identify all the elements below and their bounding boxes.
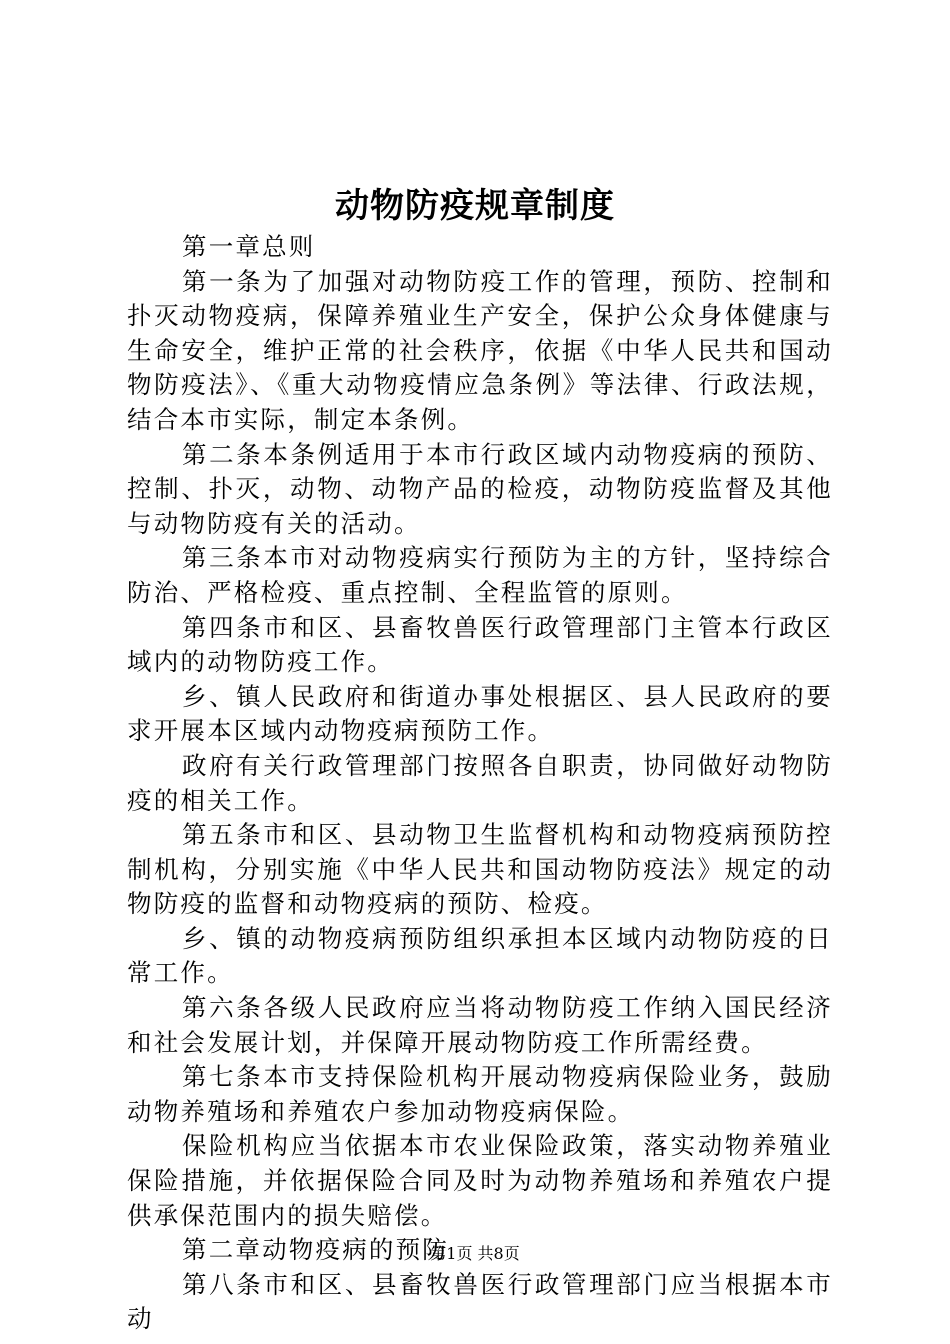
chapter-heading: 第二章动物疫病的预防: [182, 1235, 449, 1265]
paragraph: 第一条为了加强对动物防疫工作的管理，预防、控制和扑灭动物疫病，保障养殖业生产安全，保护公众身体健康与生命安全，维护正常的社会秩序，依据《中华人民共和国动物防疫法》、《重大动物疫情应急条例》等法律、行政法规，结合本市实际，制定本条例。: [127, 266, 833, 434]
paragraph: 第四条市和区、县畜牧兽医行政管理部门主管本行政区域内的动物防疫工作。: [127, 612, 833, 677]
paragraph: 第五条市和区、县动物卫生监督机构和动物疫病预防控制机构，分别实施《中华人民共和国动物防疫法》规定的动物防疫的监督和动物疫病的预防、检疫。: [127, 820, 833, 919]
paragraph: 第六条各级人民政府应当将动物防疫工作纳入国民经济和社会发展计划，并保障开展动物防疫工作所需经费。: [127, 993, 833, 1057]
paragraph: 乡、镇的动物疫病预防组织承担本区域内动物防疫的日常工作。: [127, 923, 833, 988]
paragraph: 第三条本市对动物疫病实行预防为主的方针，坚持综合防治、严格检疫、重点控制、全程监管的原则。: [127, 543, 833, 607]
paragraph: 第二条本条例适用于本市行政区域内动物疫病的预防、控制、扑灭，动物、动物产品的检疫，动物防疫监督及其他与动物防疫有关的活动。: [127, 439, 833, 538]
document-title: 动物防疫规章制度: [335, 186, 615, 226]
paragraph: 保险机构应当依据本市农业保险政策，落实动物养殖业保险措施，并依据保险合同及时为动物养殖场和养殖农户提供承保范围内的损失赔偿。: [127, 1131, 833, 1230]
paragraph: 第七条本市支持保险机构开展动物疫病保险业务，鼓励动物养殖场和养殖农户参加动物疫病保险。: [127, 1062, 833, 1126]
paragraph: 政府有关行政管理部门按照各自职责，协同做好动物防疫的相关工作。: [127, 750, 833, 815]
chapter-heading: 第一章总则: [182, 232, 316, 261]
page-footer: 第1页 共8页: [430, 1244, 520, 1263]
document-body: [127, 230, 833, 1337]
paragraph: 乡、镇人民政府和街道办事处根据区、县人民政府的要求开展本区域内动物疫病预防工作。: [127, 681, 833, 746]
paragraph: 第八条市和区、县畜牧兽医行政管理部门应当根据本市动: [127, 1269, 833, 1334]
